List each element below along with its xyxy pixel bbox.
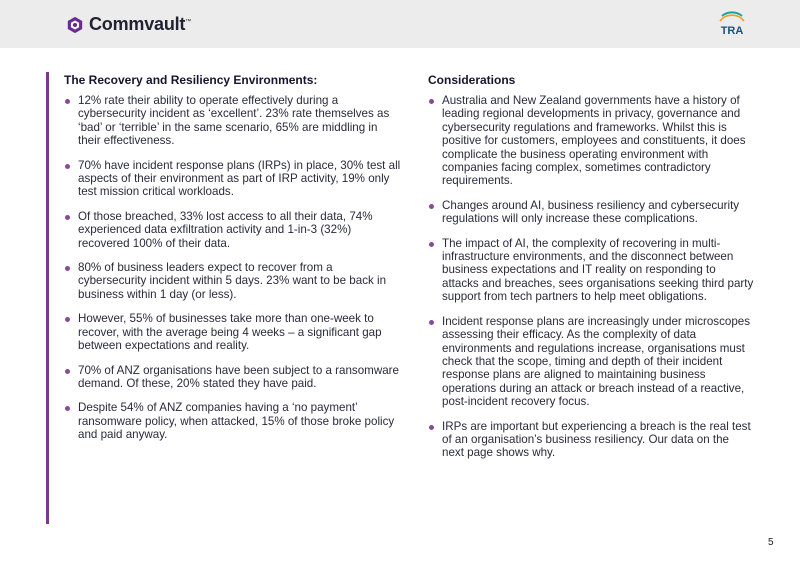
commvault-logo-icon <box>66 16 84 34</box>
list-item: Australia and New Zealand governments have a history of leading regional developments in privacy, governance and cybersecurity regulations and frameworks. Whilst this is positive for customers, employees and constituents, it does complicate the business operating environment with companies facing complex, sometimes contradictory requirements. <box>428 94 754 188</box>
accent-rule <box>46 72 49 524</box>
findings-list <box>64 94 402 442</box>
right-column <box>428 73 754 471</box>
list-item: Of those breached, 33% lost access to all their data, 74% experienced data exfiltration activity and 1-in-3 (32%) recovered 100% of their data. <box>64 210 402 250</box>
list-item: Changes around AI, business resiliency and cybersecurity regulations will only increase these complications. <box>428 199 754 226</box>
list-item: 70% of ANZ organisations have been subject to a ransomware demand. Of these, 20% stated they have paid. <box>64 364 402 391</box>
list-item: 12% rate their ability to operate effectively during a cybersecurity incident as ‘excellent’. 23% rate themselves as ‘bad’ or ‘terrible’ in the same scenario, 65% are middling in their effectiveness. <box>64 94 402 148</box>
list-item: IRPs are important but experiencing a breach is the real test of an organisation’s business resiliency. Our data on the next page shows why. <box>428 420 754 460</box>
page-number: 5 <box>768 537 774 548</box>
left-column <box>64 73 402 453</box>
left-heading: The Recovery and Resiliency Environments: <box>64 73 318 87</box>
considerations-list <box>428 94 754 460</box>
list-item: 70% have incident response plans (IRPs) in place, 30% test all aspects of their environment as part of IRP activity, 19% only test mission critical workloads. <box>64 159 402 199</box>
svg-text:TRA: TRA <box>720 25 744 37</box>
tra-logo <box>716 10 748 40</box>
list-item: However, 55% of businesses take more than one-week to recover, with the average being 4 weeks – a significant gap between expectations and reality. <box>64 312 402 352</box>
list-item: Despite 54% of ANZ companies having a ‘no payment’ ransomware policy, when attacked, 15% of those broke policy and paid anyway. <box>64 401 402 441</box>
commvault-logo <box>66 14 191 35</box>
right-heading: Considerations <box>428 73 516 87</box>
list-item: The impact of AI, the complexity of recovering in multi-infrastructure environments, and the disconnect between business expectations and IT reality on responding to attacks and breaches, sees organisations seeking third party support from tech partners to help meet obligations. <box>428 237 754 304</box>
brand-name: Commvault™ <box>89 14 192 34</box>
list-item: Incident response plans are increasingly under microscopes assessing their efficacy. As the complexity of data environments and regulations increase, organisations must check that the scope, timing and depth of their incident response plans are aligned to maintaining business operations during an attack or breach instead of a reactive, post-incident recovery focus. <box>428 315 754 409</box>
page-header <box>0 0 800 48</box>
list-item: 80% of business leaders expect to recover from a cybersecurity incident within 5 days. 23% want to be back in business within 1 day (or less). <box>64 261 402 301</box>
